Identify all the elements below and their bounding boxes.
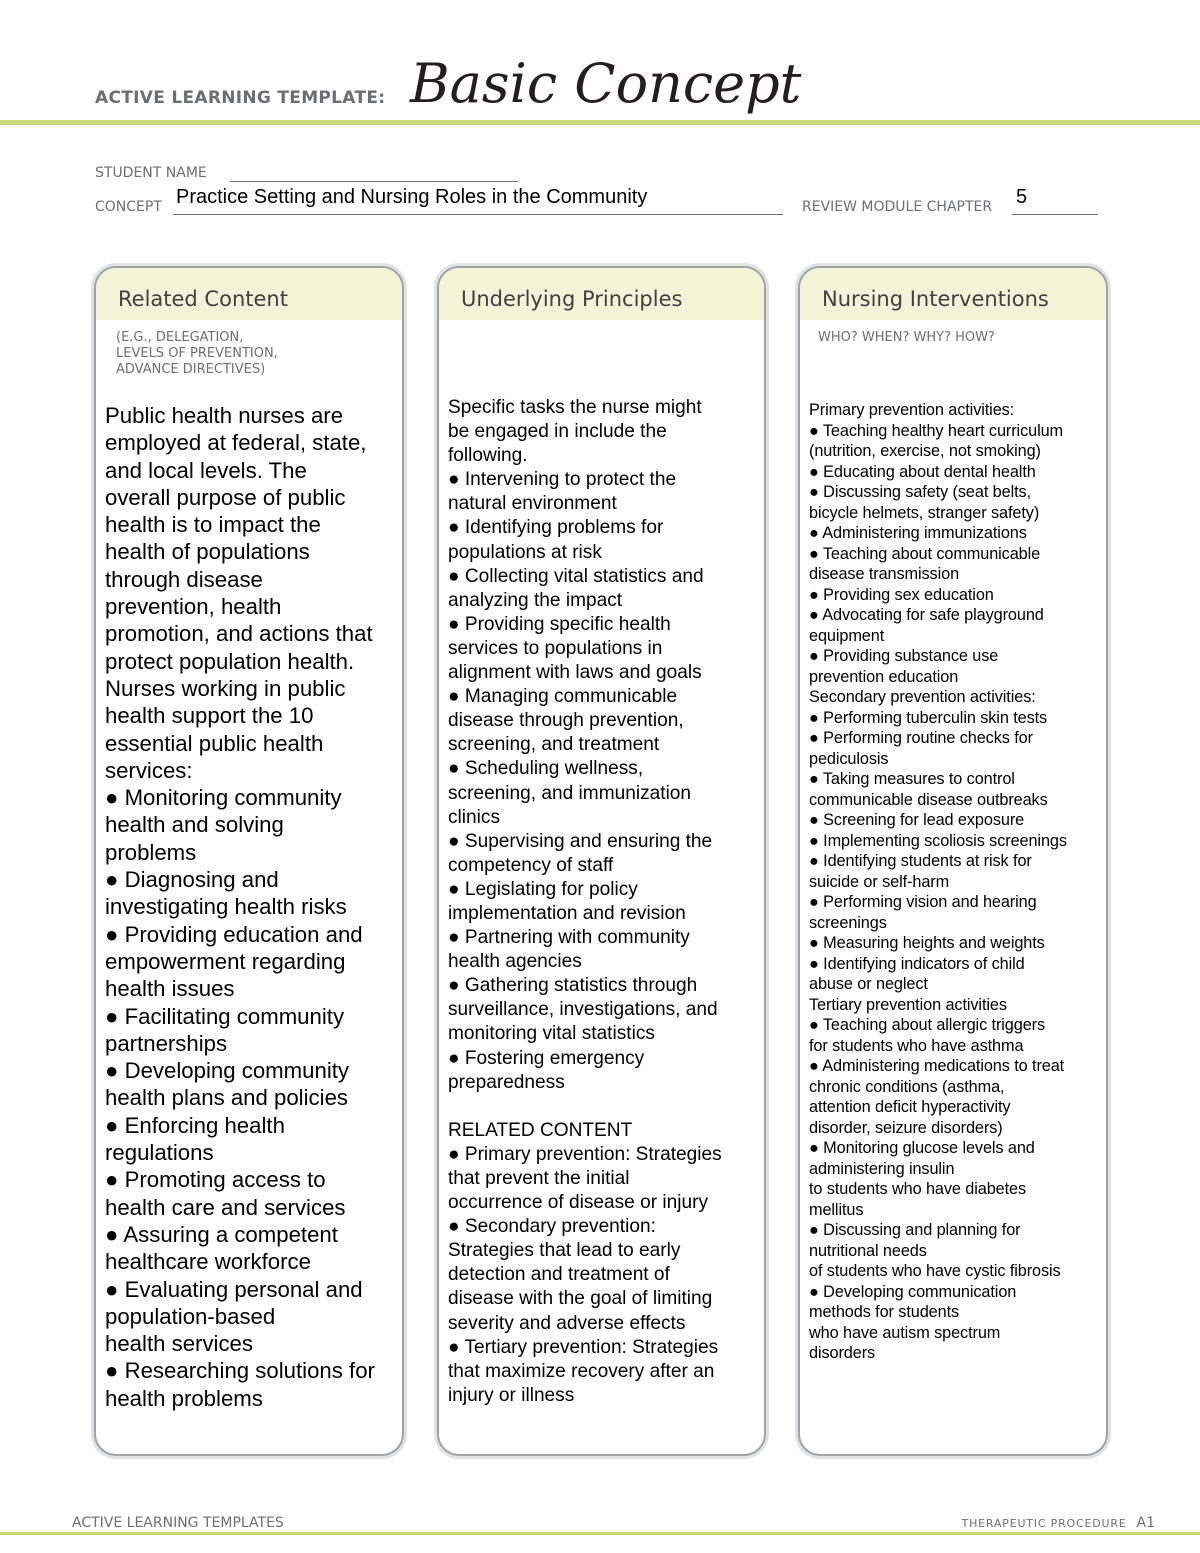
nursing-interventions-text: Primary prevention activities: ● Teaching healthy heart curriculum (nutrition, exercise, not smoking) ● Educating about dental health ● Discussing safety (seat belts, bicycle helmets, stranger safety) ● Administering immunizations ● Teaching about communicable disease transmission ● Providing sex education ● Advocating for safe playground equipment ● Providing substance use prevention education Secondary prevention activities: ● Performing tuberculin skin tests ● Performing routine checks for pediculosis ● Taking measures to control communicable disease outbreaks ● Screening for lead exposure ● Implementing scoliosis screenings ● Identifying students at risk for suicide or self-harm ● Performing vision and hearing screenings ● Measuring heights and weights ● Identifying indicators of child abuse or neglect Tertiary prevention activities ● Teaching about allergic triggers for students who have asthma ● Administering medications to treat chronic conditions (asthma, attention deficit hyperactivity disorder, seizure disorders) ● Monitoring glucose levels and administering insulin to students who have diabetes mellitus ● Discussing and planning for nutritional needs of students who have cystic fibrosis ● Developing communication methods for students who have autism spectrum disorders bbox=[809, 401, 1067, 1362]
nursing-interventions-heading: Nursing Interventions bbox=[800, 268, 1106, 320]
header-label: ACTIVE LEARNING TEMPLATE: bbox=[95, 88, 386, 108]
nursing-interventions-panel bbox=[798, 266, 1108, 1456]
nursing-interventions-hint: WHO? WHEN? WHY? HOW? bbox=[818, 330, 995, 345]
concept-label: CONCEPT bbox=[95, 199, 162, 215]
page-number: A1 bbox=[1136, 1515, 1155, 1531]
footer-right bbox=[962, 1515, 1155, 1531]
related-content-heading: Related Content bbox=[96, 268, 402, 320]
student-name-underline bbox=[230, 181, 518, 182]
footer-left-label: ACTIVE LEARNING TEMPLATES bbox=[72, 1515, 284, 1531]
related-content-hint: (E.G., DELEGATION, LEVELS OF PREVENTION, ADVANCE DIRECTIVES) bbox=[116, 330, 278, 377]
underlying-principles-text: Specific tasks the nurse might be engaged in include the following. ● Intervening to protect the natural environment ● Identifying problems for populations at risk ● Collecting vital statistics and analyzing the impact ● Providing specific health services to populations in alignment with laws and goals ● Managing communicable disease through prevention, screening, and treatment ● Scheduling wellness, screening, and immunization clinics ● Supervising and ensuring the competency of staff ● Legislating for policy implementation and revision ● Partnering with community health agencies ● Gathering statistics through surveillance, investigations, and monitoring vital statistics ● Fostering emergency preparedness RELATED CONTENT ● Primary prevention: Strategies that prevent the initial occurrence of disease or injury ● Secondary prevention: Strategies that lead to early detection and treatment of disease with the goal of limiting severity and adverse effects ● Tertiary prevention: Strategies that maximize recovery after an injury or illness bbox=[448, 397, 722, 1406]
footer-procedure-label: THERAPEUTIC PROCEDURE bbox=[961, 1517, 1127, 1530]
page-title: Basic Concept bbox=[410, 52, 802, 115]
review-chapter-underline bbox=[1012, 214, 1098, 215]
concept-value: Practice Setting and Nursing Roles in the Community bbox=[176, 186, 648, 208]
student-name-label: STUDENT NAME bbox=[95, 165, 207, 181]
related-content-text: Public health nurses are employed at federal, state, and local levels. The overall purpose of public health is to impact the health of populations through disease prevention, health promotion, and actions that protect population health. Nurses working in public health support the 10 essential public health services: ● Monitoring community health and solving problems ● Diagnosing and investigating health risks ● Providing education and empowerment regarding health issues ● Facilitating community partnerships ● Developing community health plans and policies ● Enforcing health regulations ● Promoting access to health care and services ● Assuring a competent healthcare workforce ● Evaluating personal and population-based health services ● Researching solutions for health problems bbox=[105, 403, 375, 1411]
underlying-principles-panel bbox=[437, 266, 766, 1456]
review-chapter-label: REVIEW MODULE CHAPTER bbox=[802, 199, 993, 215]
review-chapter-value: 5 bbox=[1016, 186, 1028, 208]
related-content-panel bbox=[94, 266, 404, 1456]
header-divider bbox=[0, 120, 1200, 125]
footer-divider bbox=[0, 1532, 1200, 1535]
underlying-principles-heading: Underlying Principles bbox=[439, 268, 764, 320]
concept-underline bbox=[173, 214, 783, 215]
